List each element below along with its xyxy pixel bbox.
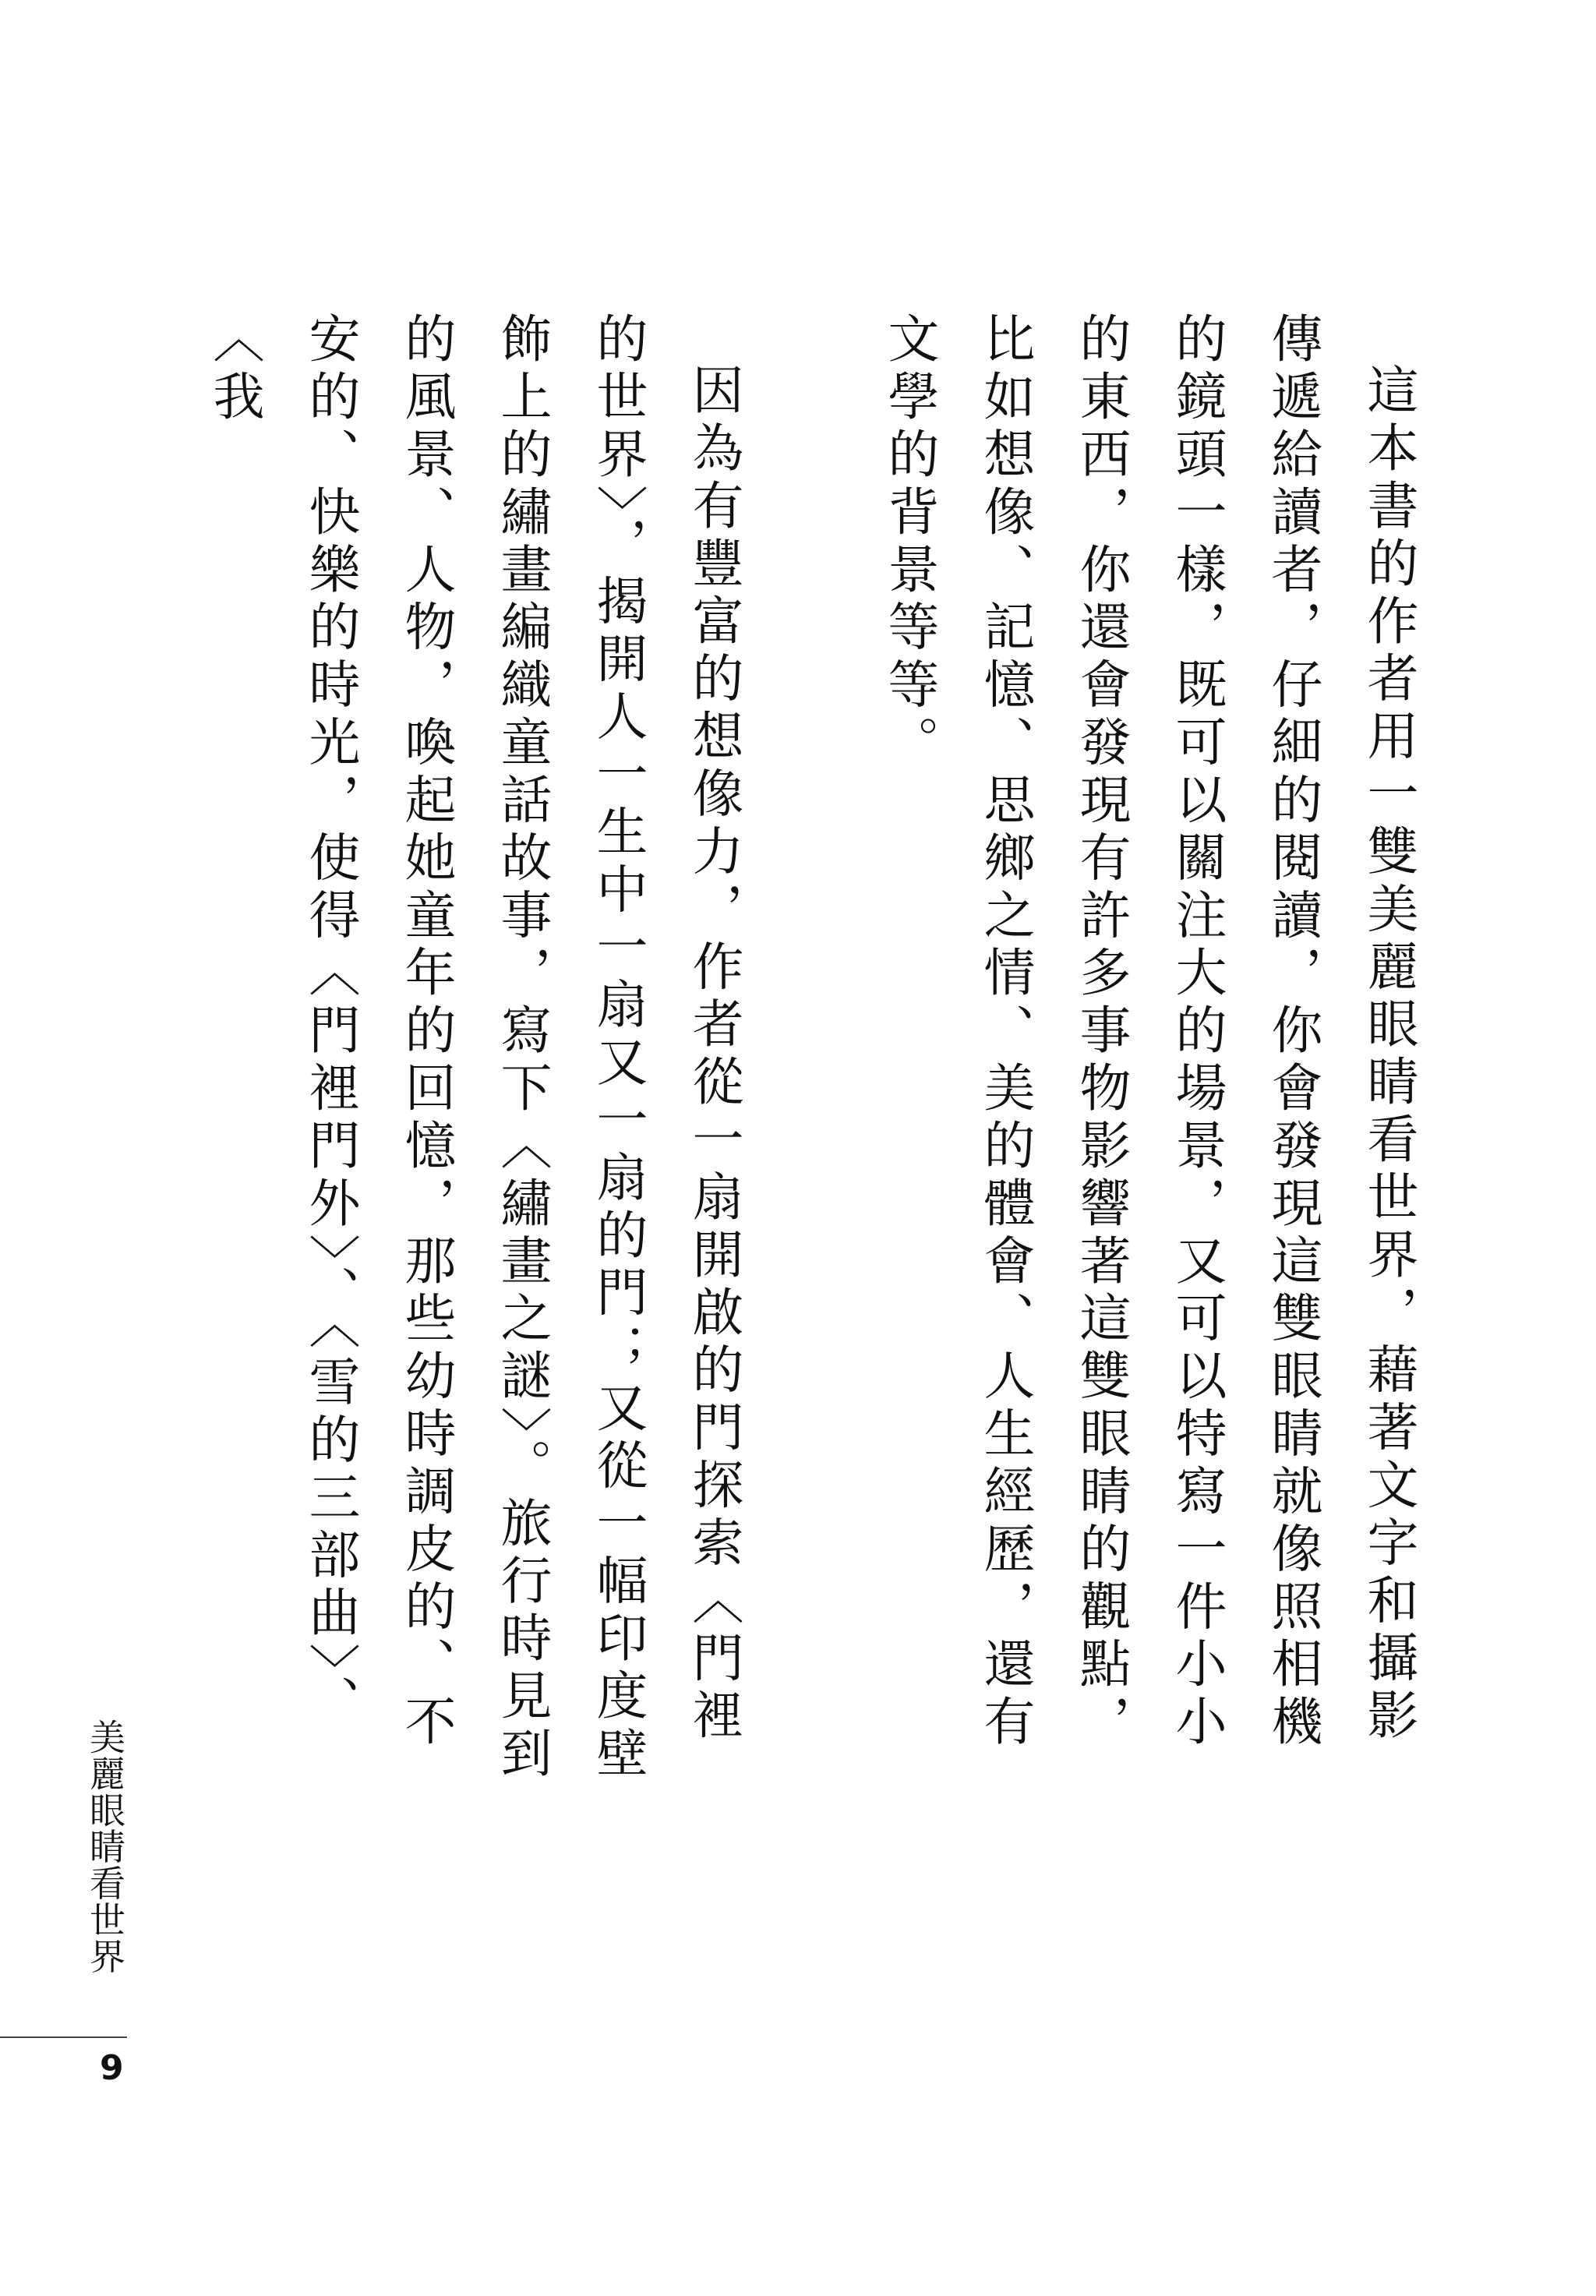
body-text bbox=[186, 312, 1436, 1793]
running-title: 美麗眼睛看世界 bbox=[84, 1718, 126, 1975]
footer-divider bbox=[0, 2036, 127, 2038]
page-number: 9 bbox=[100, 2048, 124, 2088]
paragraph-1: 這本書的作者用一雙美麗眼睛看世界，藉著文字和攝影傳遞給讀者，仔細的閱讀，你會發現這雙眼睛就像照相機的鏡頭一樣，既可以關注大的場景，又可以特寫一件小小的東西，你還會發現有許多事物影響著這雙眼睛的觀點，比如想像、記憶、思鄉之情、美的體會、人生經歷，還有文學的背景等等。 bbox=[879, 312, 1418, 1752]
paragraph-2: 因為有豐富的想像力，作者從一扇開啟的門探索〈門裡的世界〉，揭開人一生中一扇又一扇的門；又從一幅印度壁飾上的繡畫編織童話故事，寫下〈繡畫之謎〉。旅行時見到的風景、人物，喚起她童年的回憶，那些幼時調皮的、不安的、快樂的時光，使得〈門裡門外〉、〈雪的三部曲〉、〈我 bbox=[204, 312, 743, 1784]
